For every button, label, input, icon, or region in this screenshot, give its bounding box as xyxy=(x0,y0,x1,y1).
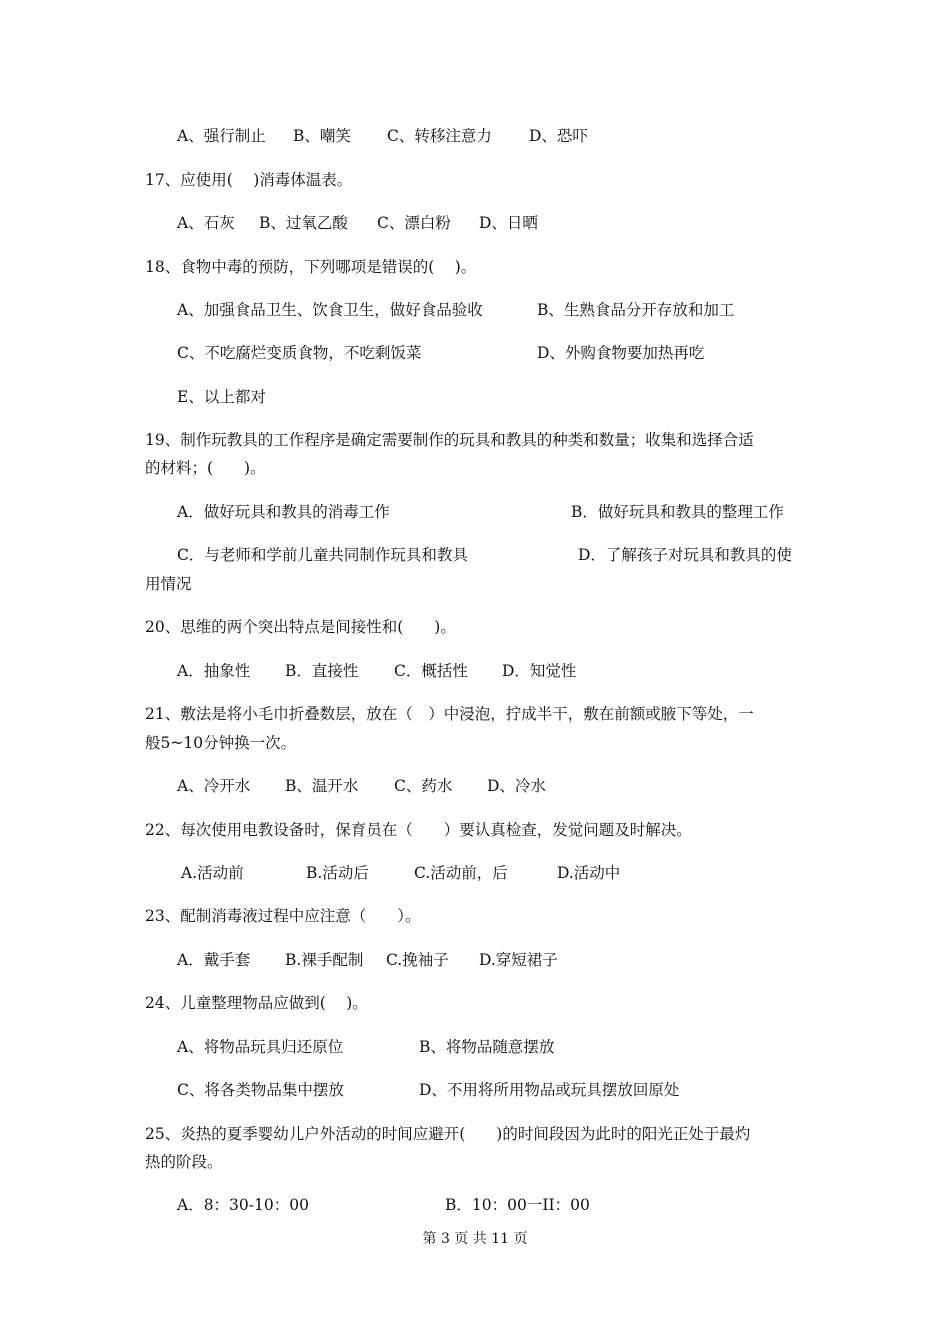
answer-option: D、恐吓 xyxy=(529,127,588,145)
question-text: 24、儿童整理物品应做到( )。 xyxy=(145,994,368,1012)
answer-option: B、将物品随意摆放 xyxy=(419,1038,555,1056)
question-text: E、以上都对 xyxy=(177,388,266,406)
answer-option: A．8：30-10：00 xyxy=(177,1196,309,1214)
answer-option: A、将物品玩具归还原位 xyxy=(177,1038,344,1056)
answer-option: A．做好玩具和教具的消毒工作 xyxy=(177,503,390,521)
answer-option: D.活动中 xyxy=(557,864,621,882)
answer-option: A．抽象性 xyxy=(177,662,251,680)
question-text: 21、敷法是将小毛巾折叠数层，放在（ ）中浸泡，拧成半干，敷在前额或腋下等处，一 xyxy=(145,705,754,723)
answer-option: B、生熟食品分开存放和加工 xyxy=(537,301,735,319)
answer-option: D、不用将所用物品或玩具摆放回原处 xyxy=(419,1081,680,1099)
answer-option: B、嘲笑 xyxy=(293,127,351,145)
answer-option: D．知觉性 xyxy=(502,662,577,680)
answer-option: D.穿短裙子 xyxy=(479,951,558,969)
question-text: 22、每次使用电教设备时，保育员在（ ）要认真检查，发觉问题及时解决。 xyxy=(145,821,692,839)
answer-option: B.裸手配制 xyxy=(285,951,364,969)
answer-option: C.活动前，后 xyxy=(414,864,508,882)
answer-option: B．10：00一II：00 xyxy=(445,1196,590,1214)
answer-option: B．直接性 xyxy=(285,662,359,680)
page-footer xyxy=(0,1229,950,1289)
question-text: 热的阶段。 xyxy=(145,1153,223,1171)
answer-option: C、将各类物品集中摆放 xyxy=(177,1081,344,1099)
question-text: 19、制作玩教具的工作程序是确定需要制作的玩具和教具的种类和数量；收集和选择合适 xyxy=(145,431,754,449)
answer-option: D．了解孩子对玩具和教具的使 xyxy=(578,546,792,564)
question-text: 25、炎热的夏季婴幼儿户外活动的时间应避开( )的时间段因为此时的阳光正处于最灼 xyxy=(145,1125,751,1143)
question-text: 17、应使用( )消毒体温表。 xyxy=(145,171,353,189)
answer-option: A、石灰 xyxy=(177,214,235,232)
answer-option: C、转移注意力 xyxy=(387,127,492,145)
answer-option: C．与老师和学前儿童共同制作玩具和教具 xyxy=(177,546,468,564)
answer-option: C、药水 xyxy=(394,777,453,795)
answer-option: B.活动后 xyxy=(306,864,369,882)
answer-option: A、强行制止 xyxy=(177,127,266,145)
answer-option: A.活动前 xyxy=(181,864,244,882)
answer-option: A、冷开水 xyxy=(177,777,251,795)
question-text: 23、配制消毒液过程中应注意（ ）。 xyxy=(145,907,421,925)
answer-option: D、日晒 xyxy=(479,214,538,232)
answer-option: B、温开水 xyxy=(285,777,359,795)
page-number: 第 3 页 共 11 页 xyxy=(422,1231,528,1247)
answer-option: C、不吃腐烂变质食物，不吃剩饭菜 xyxy=(177,344,422,362)
question-text: 用情况 xyxy=(145,575,192,593)
answer-option: C．概括性 xyxy=(394,662,468,680)
answer-option: C.挽袖子 xyxy=(386,951,449,969)
answer-option: A．戴手套 xyxy=(177,951,251,969)
answer-option: C、漂白粉 xyxy=(377,214,451,232)
question-text: 20、思维的两个突出特点是间接性和( )。 xyxy=(145,618,456,636)
question-text: 般5~10分钟换一次。 xyxy=(145,734,297,752)
answer-option: B．做好玩具和教具的整理工作 xyxy=(571,503,784,521)
answer-option: B、过氧乙酸 xyxy=(259,214,348,232)
answer-option: D、冷水 xyxy=(487,777,546,795)
answer-option: A、加强食品卫生、饮食卫生，做好食品验收 xyxy=(177,301,483,319)
answer-option: D、外购食物要加热再吃 xyxy=(537,344,705,362)
question-text: 18、食物中毒的预防，下列哪项是错误的( )。 xyxy=(145,258,477,276)
question-text: 的材料；( )。 xyxy=(145,459,266,477)
